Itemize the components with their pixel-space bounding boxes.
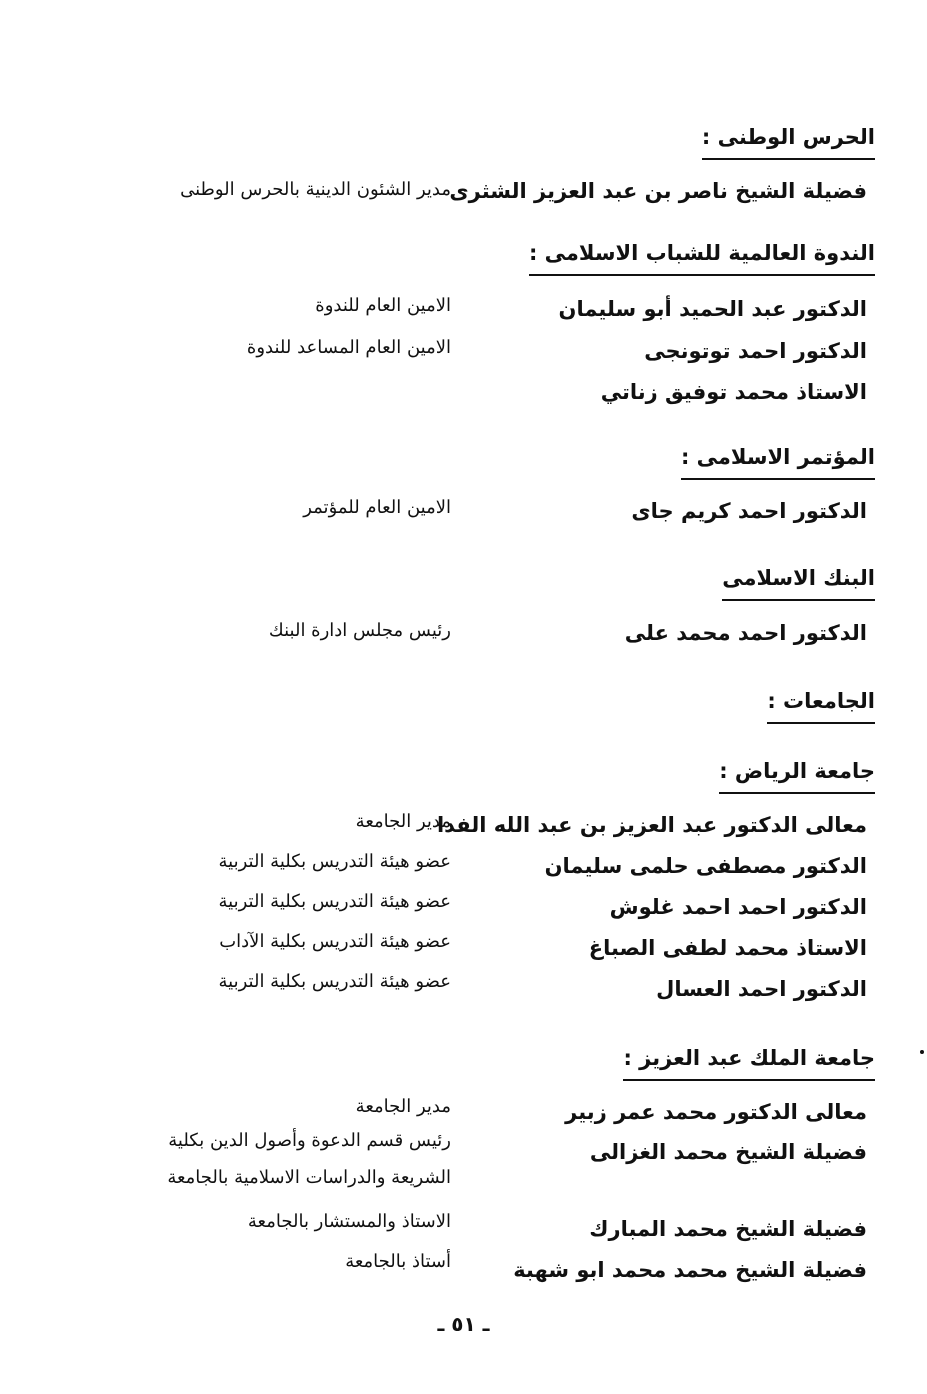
member-name: الاستاذ محمد توفيق زناتي <box>600 380 867 404</box>
member-name: الدكتور احمد العسال <box>656 977 867 1001</box>
member-name: فضيلة الشيخ محمد محمد ابو شهبة <box>513 1258 867 1282</box>
member-name: فضيلة الشيخ محمد المبارك <box>589 1217 867 1241</box>
member-role: رئيس مجلس ادارة البنك <box>268 620 451 641</box>
member-role: الامين العام المساعد للندوة <box>246 337 451 358</box>
section-heading-king-abdulaziz-university: جامعة الملك عبد العزيز : <box>623 1043 875 1081</box>
member-name: الدكتور احمد احمد غلوش <box>609 895 867 919</box>
member-name: الدكتور احمد كريم جاى <box>631 499 867 523</box>
member-role: مدير الشئون الدينية بالحرس الوطنى <box>180 179 451 200</box>
margin-mark <box>920 1050 924 1054</box>
member-name: الاستاذ محمد لطفى الصباغ <box>588 936 867 960</box>
section-heading-wamy: الندوة العالمية للشباب الاسلامى : <box>529 238 875 276</box>
section-heading-riyadh-university: جامعة الرياض : <box>719 756 875 794</box>
member-role: رئيس قسم الدعوة وأصول الدين بكلية <box>168 1130 451 1151</box>
member-role: الامين العام للندوة <box>315 295 451 316</box>
section-heading-bank: البنك الاسلامى <box>722 563 875 601</box>
member-role: عضو هيئة التدريس بكلية التربية <box>218 891 451 912</box>
member-name: الدكتور احمد محمد على <box>624 621 867 645</box>
page-number: ـ ٥١ ـ <box>437 1312 490 1336</box>
member-role: مدير الجامعة <box>355 1096 451 1117</box>
member-role: الامين العام للمؤتمر <box>303 497 451 518</box>
member-name: الدكتور احمد توتونجى <box>644 339 867 363</box>
section-heading-congress: المؤتمر الاسلامى : <box>681 442 875 480</box>
member-role: الشريعة والدراسات الاسلامية بالجامعة <box>167 1167 451 1188</box>
member-role: أستاذ بالجامعة <box>345 1251 451 1272</box>
member-role: عضو هيئة التدريس بكلية الآداب <box>219 931 451 952</box>
section-heading-national-guard: الحرس الوطنى : <box>702 122 875 160</box>
member-role: الاستاذ والمستشار بالجامعة <box>247 1211 451 1232</box>
member-name: الدكتور عبد الحميد أبو سليمان <box>558 297 867 321</box>
member-name: فضيلة الشيخ محمد الغزالى <box>589 1140 867 1164</box>
member-name: الدكتور مصطفى حلمى سليمان <box>544 854 867 878</box>
member-name: فضيلة الشيخ ناصر بن عبد العزيز الشثرى <box>449 179 867 203</box>
member-role: عضو هيئة التدريس بكلية التربية <box>218 851 451 872</box>
member-name: معالى الدكتور عبد العزيز بن عبد الله الفدا <box>436 813 867 837</box>
member-role: عضو هيئة التدريس بكلية التربية <box>218 971 451 992</box>
section-heading-universities: الجامعات : <box>767 686 875 724</box>
member-role: مدير الجامعة <box>355 811 451 832</box>
member-name: معالى الدكتور محمد عمر زبير <box>565 1100 867 1124</box>
